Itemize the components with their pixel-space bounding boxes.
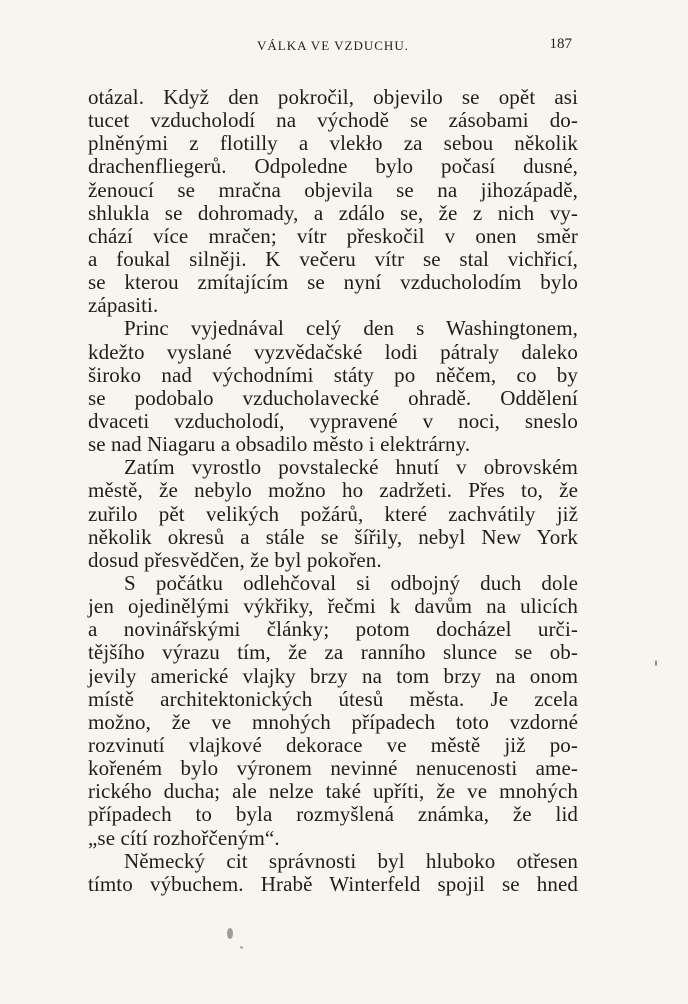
text-line: shlukla se dohromady, a zdálo se, že z nich vy-	[88, 200, 578, 225]
text-line: široko nad východními státy po něčem, co by	[88, 362, 578, 387]
text-line: se podobalo vzducholavecké ohradě. Oddělení	[88, 385, 578, 410]
text-line: jevily americké vlajky brzy na tom brzy na onom	[88, 663, 578, 688]
text-line: se kterou zmítajícím se nyní vzducholodím bylo	[88, 270, 578, 295]
text-line: zuřilo pět velikých požárů, které zachvátily již	[88, 501, 578, 526]
text-line: otázal. Když den pokročil, objevilo se opět asi	[88, 85, 578, 109]
body-text	[88, 86, 578, 896]
text-line: chází více mračen; vítr přeskočil v onen směr	[88, 223, 578, 248]
page-number: 187	[549, 36, 572, 52]
text-line: jen ojedinělými výkřiky, řečmi k davům na ulicích	[88, 594, 578, 619]
text-line: městě, že nebylo možno ho zadržeti. Přes to, že	[88, 478, 578, 503]
text-line: několik okresů a stále se šířily, nebyl New York	[88, 524, 578, 549]
paper-speck	[655, 660, 657, 666]
text-line: tucet vzducholodí na východě se zásobami do-	[88, 108, 578, 133]
text-line: S počátku odlehčoval si odbojný duch dole	[124, 570, 578, 595]
text-line: a foukal silněji. K večeru vítr se stal vichřicí,	[88, 246, 578, 271]
text-line: zápasiti.	[88, 293, 159, 318]
text-line: rozvinutí vlajkové dekorace ve městě již po-	[88, 732, 578, 757]
text-line: Zatím vyrostlo povstalecké hnutí v obrovském	[124, 455, 578, 480]
text-line: dvaceti vzducholodí, vypravené v noci, sneslo	[88, 408, 578, 433]
text-line: kořeném bylo výronem nevinné nenucenosti ame-	[88, 756, 578, 781]
text-line: ženoucí se mračna objevila se na jihozápadě,	[88, 177, 578, 202]
text-line: rického ducha; ale nelze také upříti, že ve mnohých	[88, 779, 578, 804]
text-line: Princ vyjednával celý den s Washingtonem,	[124, 316, 578, 341]
text-line: plněnými z flotilly a vlekło za sebou několik	[88, 131, 578, 156]
paper-speck	[227, 928, 233, 939]
running-title: VÁLKA VE VZDUCHU.	[257, 38, 409, 53]
text-line: drachenfliegerů. Odpoledne bylo počasí dusné,	[88, 154, 578, 179]
text-line: a novinářskými články; potom docházel urči-	[88, 617, 578, 642]
text-line: dosud přesvědčen, že byl pokořen.	[88, 547, 382, 572]
running-header	[88, 38, 572, 58]
text-line: tějšího výrazu tím, že za ranního slunce se ob-	[88, 640, 578, 665]
paper-speck	[240, 946, 243, 949]
text-line: místě architektonických útesů města. Je zcela	[88, 686, 578, 711]
text-line: tímto výbuchem. Hrabě Winterfeld spojil se hned	[88, 871, 578, 896]
text-line: možno, že ve mnohých případech toto vzdorné	[88, 709, 578, 734]
text-line: se nad Niagaru a obsadilo město i elektrárny.	[88, 432, 471, 457]
text-line: Německý cit správnosti byl hluboko otřesen	[124, 848, 578, 873]
text-line: případech to byla rozmyšlená známka, že lid	[88, 802, 578, 827]
text-line: „se cítí rozhořčeným“.	[88, 825, 280, 850]
text-line: kdežto vyslané vyzvědačské lodi pátraly daleko	[88, 339, 578, 364]
